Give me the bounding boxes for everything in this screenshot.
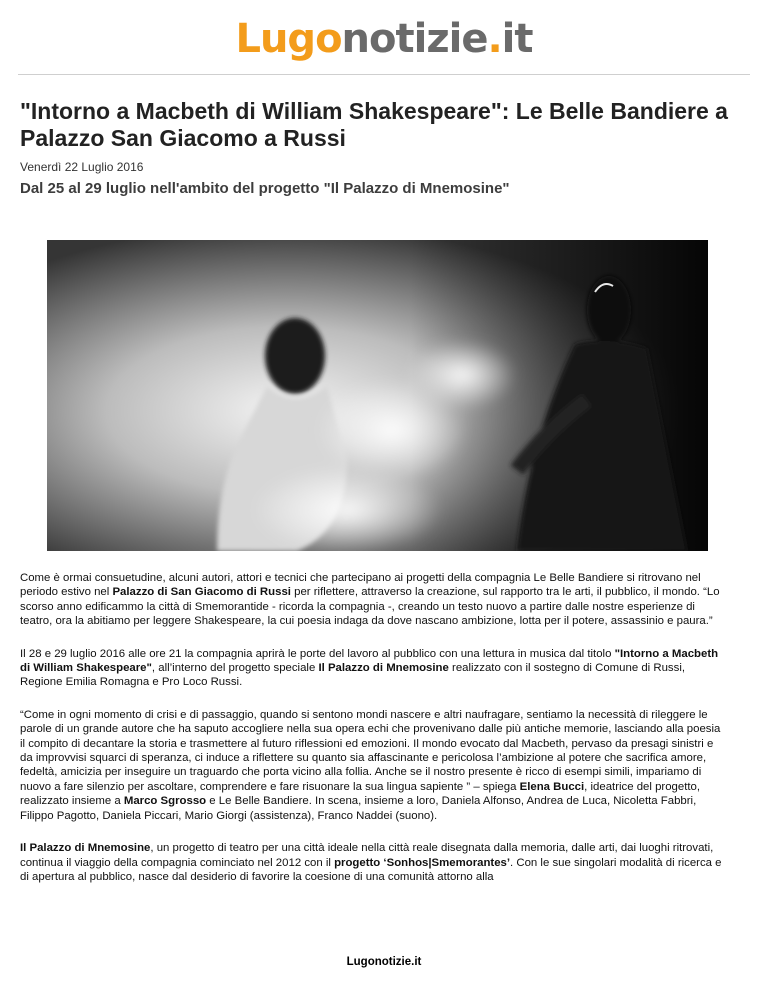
site-logo[interactable]: Lugonotizie.it — [235, 16, 533, 62]
header-divider — [18, 74, 750, 75]
masthead — [0, 14, 768, 64]
paragraph-2: Il 28 e 29 luglio 2016 alle ore 21 la compagnia aprirà le porte del lavoro al pubblico con una lettura in musica dal titolo "Intorno a Macbeth di William Shakespeare", all’interno del progetto speciale Il Palazzo di Mnemosine realizzato con il sostegno di Comune di Russi, Regione Emilia Romagna e Pro Loco Russi. — [20, 647, 719, 689]
paragraph-1: Come è ormai consuetudine, alcuni autori, attori e tecnici che partecipano ai progetti della compagnia Le Belle Bandiere si ritrovano nel periodo estivo nel Palazzo di San Giacomo di Russi per riflettere, attraverso la creazione, sul rapporto tra le arti, il pubblico, il mondo. “Lo scorso anno edificammo la città di Smemorantide - ricorda la compagnia -, creando un testo nuovo a partire dalle nostre esperienze di teatro, ora la abitiamo per leggere Shakespeare, la cui poesia indaga da dove nascano ambizione, lotta per il potere, assassinio e paura.” — [20, 572, 720, 628]
article-title: "Intorno a Macbeth di William Shakespeare": Le Belle Bandiere a Palazzo San Giacomo a Russi — [20, 98, 728, 151]
article-date: Venerdì 22 Luglio 2016 — [20, 160, 144, 174]
page-footer: Lugonotizie.it — [346, 956, 422, 968]
article-photo — [47, 240, 708, 551]
article-subtitle: Dal 25 al 29 luglio nell'ambito del progetto "Il Palazzo di Mnemosine" — [20, 180, 510, 197]
paragraph-4: Il Palazzo di Mnemosine, un progetto di teatro per una città ideale nella città reale disegnata dalla memoria, dalle arti, dai luoghi ritrovati, continua il viaggio della compagnia cominciato nel 2012 con il progetto ‘Sonhos|Smemorantes’. Con le sue singolari modalità di ricerca e di apertura al pubblico, nasce dal desiderio di favorire la coesione di una comunità attorno alla — [20, 842, 722, 883]
paragraph-3: “Come in ogni momento di crisi e di passaggio, quando si sentono mondi nascere e altri naufragare, sentiamo la necessità di rileggere le parole di un grande autore che ha saputo accogliere nella sua opera echi che provenivano dalle più antiche memorie, lasciando alla poesia il compito di decantare la storia e trasmettere al futuro riflessioni ed emozioni. Il mondo evocato dal Macbeth, pervaso da presagi sinistri e da improvvisi squarci di speranza, ci induce a riflettere su quanto sia affascinante e pericolosa l’ambizione al potere che sacrifica amore, fedeltà, amicizia per inseguire un traguardo che porta vicino alla follia. Anche se il nostro presente è ricco di esempi simili, impariamo di nuovo a fare silenzio per ascoltare, comprendere e fare risuonare la sua lingua sapiente ” – spiega Elena Bucci, ideatrice del progetto, realizzato insieme a Marco Sgrosso e Le Belle Bandiere. In scena, insieme a loro, Daniela Alfonso, Andrea de Luca, Nicoletta Fabbri, Filippo Pagotto, Daniela Piccari, Mario Giorgi (assistenza), Franco Naddei (suono). — [20, 708, 721, 822]
article-body — [20, 571, 725, 902]
